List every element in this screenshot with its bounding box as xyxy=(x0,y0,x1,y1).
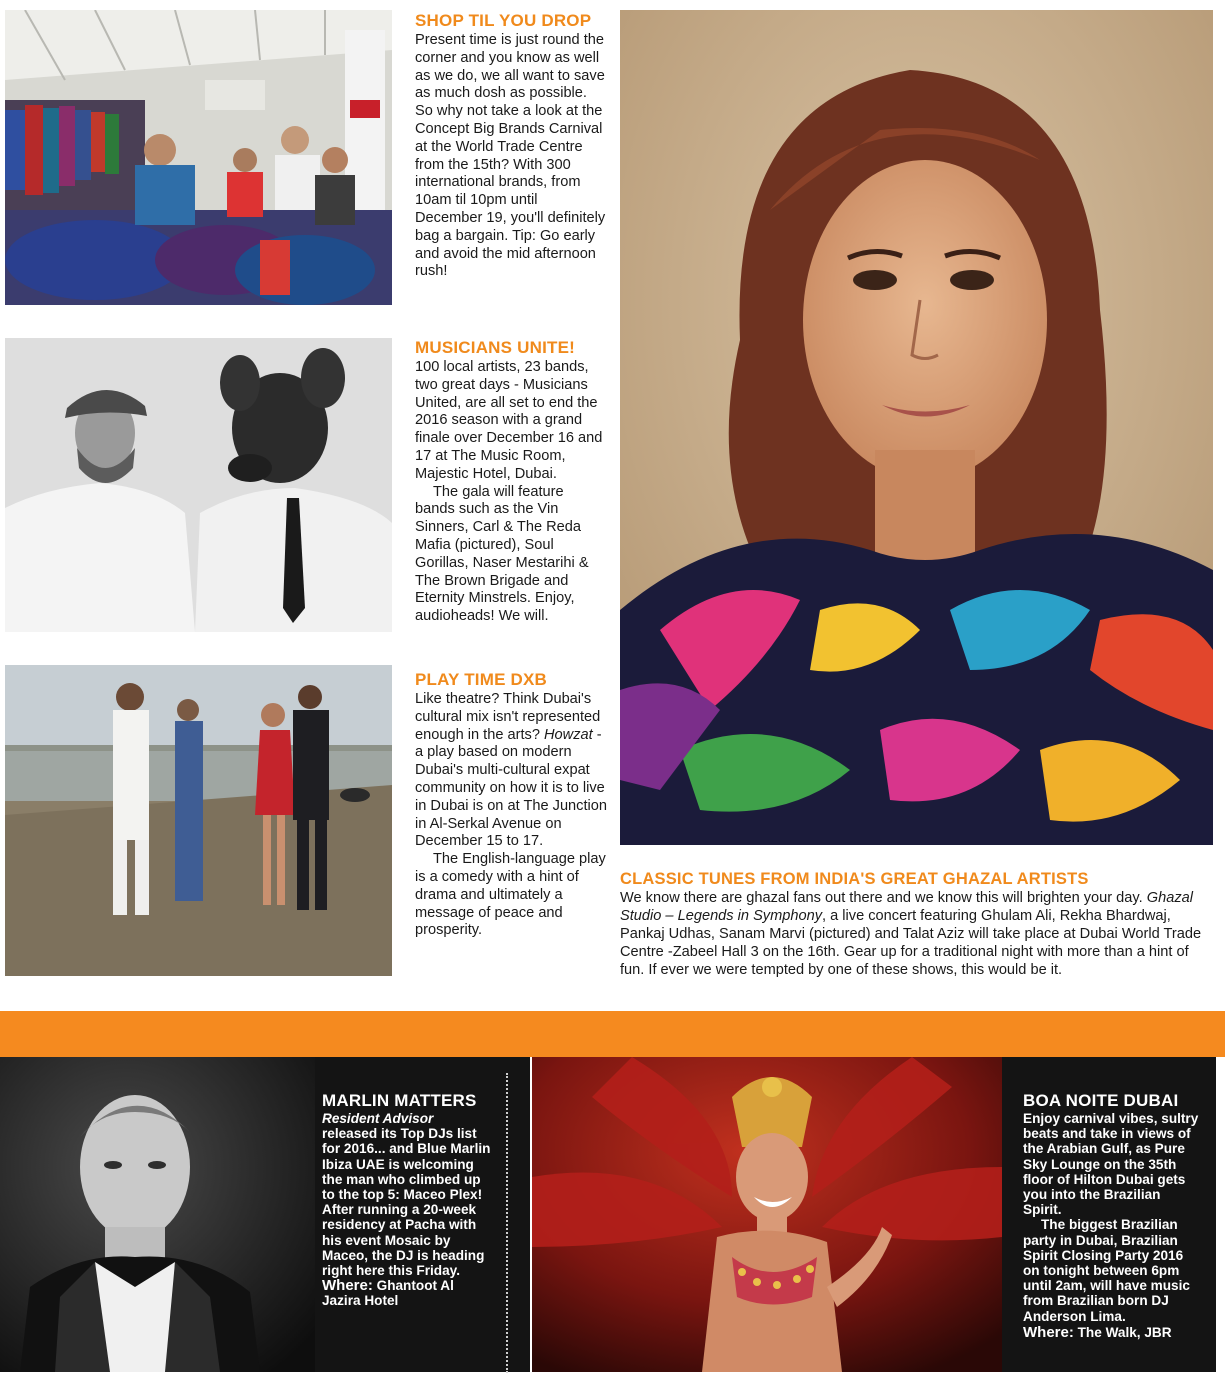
playtime-text-b: - a play based on modern Dubai's multi-cultural expat community on how it is to live in Dubai is on at The Junction in Al-Serkal Avenue on December 15 to 17. xyxy=(415,726,607,850)
photo-maceo-plex xyxy=(0,1057,315,1372)
marlin-paragraph-1 xyxy=(322,1111,492,1202)
photo-carnival-dancer xyxy=(532,1057,1002,1372)
marlin-headline: MARLIN MATTERS xyxy=(322,1091,477,1110)
boa-headline: BOA NOITE DUBAI xyxy=(1023,1091,1179,1110)
boa-where-value: The Walk, JBR xyxy=(1073,1324,1172,1340)
ghazal-paragraph xyxy=(620,889,1212,979)
musicians-headline: MUSICIANS UNITE! xyxy=(415,338,575,357)
marlin-where-label: Where: xyxy=(322,1277,373,1295)
marlin-where-value: Ghantoot Al Jazira Hotel xyxy=(322,1278,454,1309)
playtime-article xyxy=(415,670,607,940)
orange-divider-band xyxy=(0,1011,1225,1057)
ghazal-text-b: , a live concert featuring Ghulam Ali, Rekha Bhardwaj, Pankaj Udhas, Sanam Marvi (pictured) and Talat Aziz will take place at Dubai World Trade Centre -Zabeel Hall 3 on the 16th. Gear up for a traditional night with more than a hint of fun. If ever we were tempted by one of these shows, this would be it. xyxy=(620,908,1202,978)
playtime-text-a: Like theatre? Think Dubai's cultural mix isn't represented enough in the arts? xyxy=(415,691,601,743)
photo-sanam-marvi-portrait xyxy=(620,10,1213,845)
musicians-article xyxy=(415,338,607,626)
boa-paragraph-2: The biggest Brazilian party in Dubai, Brazilian Spirit Closing Party 2016 on tonight between 6pm until 2am, will have music from Brazilian born DJ Anderson Lima. xyxy=(1023,1217,1190,1324)
boa-article xyxy=(1023,1091,1199,1340)
ghazal-text-a: We know there are ghazal fans out there and we know this will brighten your day. xyxy=(620,890,1147,906)
boa-where xyxy=(1023,1325,1199,1340)
ghazal-headline: CLASSIC TUNES FROM INDIA'S GREAT GHAZAL ARTISTS xyxy=(620,870,1089,888)
playtime-paragraph-1 xyxy=(415,691,607,851)
marlin-source: Resident Advisor xyxy=(322,1111,434,1126)
playtime-headline: PLAY TIME DXB xyxy=(415,670,548,689)
boa-paragraph-1: Enjoy carnival vibes, sultry beats and take in views of the Arabian Gulf, as Pure Sky Lounge on the 35th floor of Hilton Dubai gets you into the Brazilian Spirit. xyxy=(1023,1111,1199,1218)
photo-play-beach xyxy=(5,665,392,976)
playtime-paragraph-2: The English-language play is a comedy with a hint of drama and ultimately a message of peace and prosperity. xyxy=(415,851,606,939)
playtime-play-title: Howzat xyxy=(544,726,593,743)
shop-headline: SHOP TIL YOU DROP xyxy=(415,11,592,30)
musicians-paragraph-1: 100 local artists, 23 bands, two great days - Musicians United, are all set to end the 2016 season with a grand finale over December 16 and 17 at The Music Room, Majestic Hotel, Dubai. xyxy=(415,359,603,482)
photo-shopping-market xyxy=(5,10,392,305)
marlin-text-1: released its Top DJs list for 2016... and Blue Marlin Ibiza UAE is welcoming the man who climbed up to the top 5: Maceo Plex! xyxy=(322,1126,491,1203)
shop-body: Present time is just round the corner and you know as well as we do, we all want to save as much dosh as possible. So why not take a look at the Concept Big Brands Carnival at the World Trade Centre from the 15th? With 300 international brands, from 10am til 10pm until December 19, you'll definitely bag a bargain. Tip: Go early and avoid the mid afternoon rush! xyxy=(415,32,606,280)
ghazal-article xyxy=(620,869,1212,979)
photo-musicians xyxy=(5,338,392,632)
panel-dotted-divider xyxy=(506,1073,508,1373)
marlin-where xyxy=(322,1278,492,1308)
marlin-article xyxy=(322,1091,492,1309)
boa-where-label: Where: xyxy=(1023,1323,1074,1341)
musicians-paragraph-2: The gala will feature bands such as the Vin Sinners, Carl & The Reda Mafia (pictured), Soul Gorillas, Naser Mestarihi & The Brown Brigade and Eternity Minstrels. Enjoy, audioheads! We will. xyxy=(415,483,589,625)
shop-article xyxy=(415,11,607,281)
ghazal-concert-title: Ghazal Studio – Legends in Symphony xyxy=(620,890,1193,924)
marlin-paragraph-2: After running a 20-week residency at Pacha with his event Mosaic by Maceo, the DJ is heading right here this Friday. xyxy=(322,1202,485,1279)
